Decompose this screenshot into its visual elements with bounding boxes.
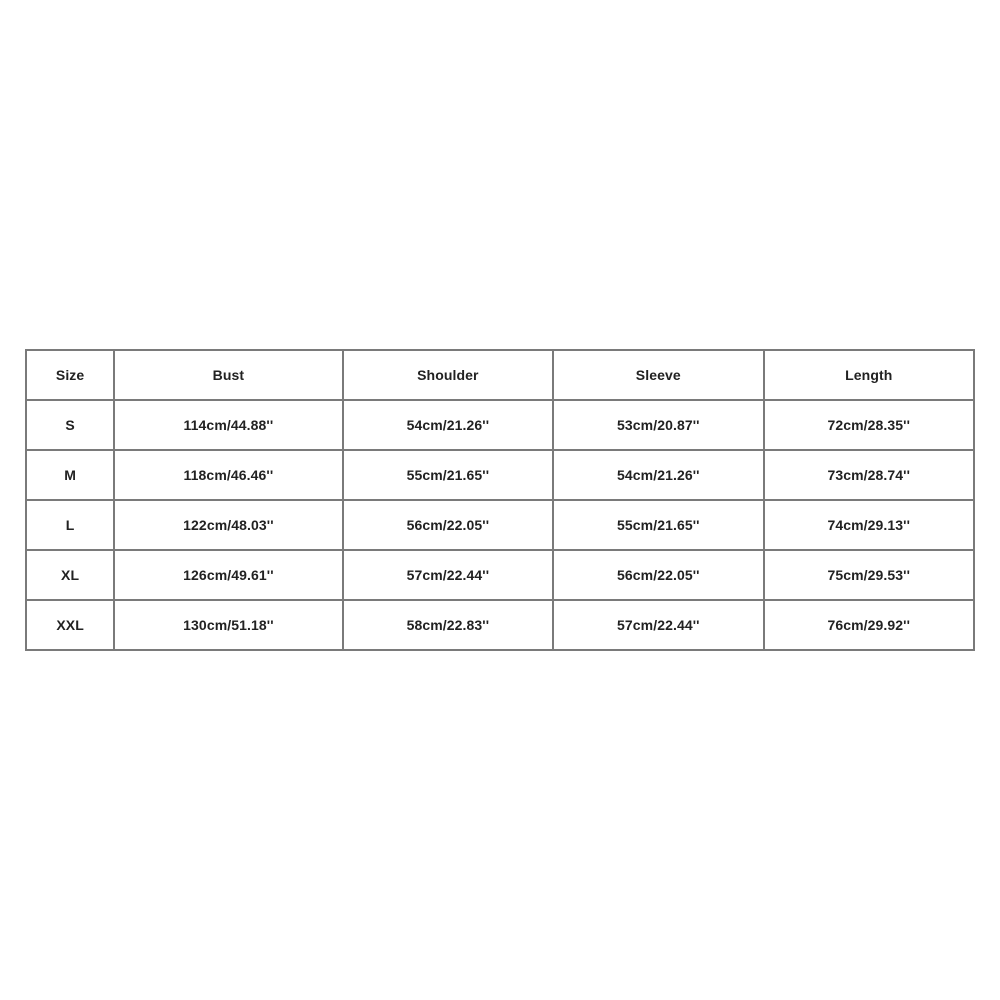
- cell-bust: 118cm/46.46'': [114, 450, 342, 500]
- cell-sleeve: 56cm/22.05'': [553, 550, 763, 600]
- cell-size: XL: [26, 550, 114, 600]
- cell-sleeve: 54cm/21.26'': [553, 450, 763, 500]
- cell-bust: 122cm/48.03'': [114, 500, 342, 550]
- cell-length: 74cm/29.13'': [764, 500, 974, 550]
- header-size: Size: [26, 350, 114, 400]
- cell-shoulder: 58cm/22.83'': [343, 600, 553, 650]
- cell-size: L: [26, 500, 114, 550]
- cell-bust: 130cm/51.18'': [114, 600, 342, 650]
- cell-length: 75cm/29.53'': [764, 550, 974, 600]
- cell-shoulder: 55cm/21.65'': [343, 450, 553, 500]
- header-length: Length: [764, 350, 974, 400]
- header-row: [26, 350, 974, 400]
- cell-bust: 126cm/49.61'': [114, 550, 342, 600]
- table-row: [26, 550, 974, 600]
- cell-length: 72cm/28.35'': [764, 400, 974, 450]
- cell-shoulder: 56cm/22.05'': [343, 500, 553, 550]
- cell-length: 73cm/28.74'': [764, 450, 974, 500]
- size-chart-table: [25, 349, 975, 651]
- cell-shoulder: 57cm/22.44'': [343, 550, 553, 600]
- cell-sleeve: 55cm/21.65'': [553, 500, 763, 550]
- cell-shoulder: 54cm/21.26'': [343, 400, 553, 450]
- cell-bust: 114cm/44.88'': [114, 400, 342, 450]
- table-row: [26, 450, 974, 500]
- cell-size: XXL: [26, 600, 114, 650]
- table-row: [26, 400, 974, 450]
- header-bust: Bust: [114, 350, 342, 400]
- cell-sleeve: 57cm/22.44'': [553, 600, 763, 650]
- cell-size: S: [26, 400, 114, 450]
- cell-size: M: [26, 450, 114, 500]
- table-row: [26, 500, 974, 550]
- header-shoulder: Shoulder: [343, 350, 553, 400]
- header-sleeve: Sleeve: [553, 350, 763, 400]
- table-row: [26, 600, 974, 650]
- cell-length: 76cm/29.92'': [764, 600, 974, 650]
- cell-sleeve: 53cm/20.87'': [553, 400, 763, 450]
